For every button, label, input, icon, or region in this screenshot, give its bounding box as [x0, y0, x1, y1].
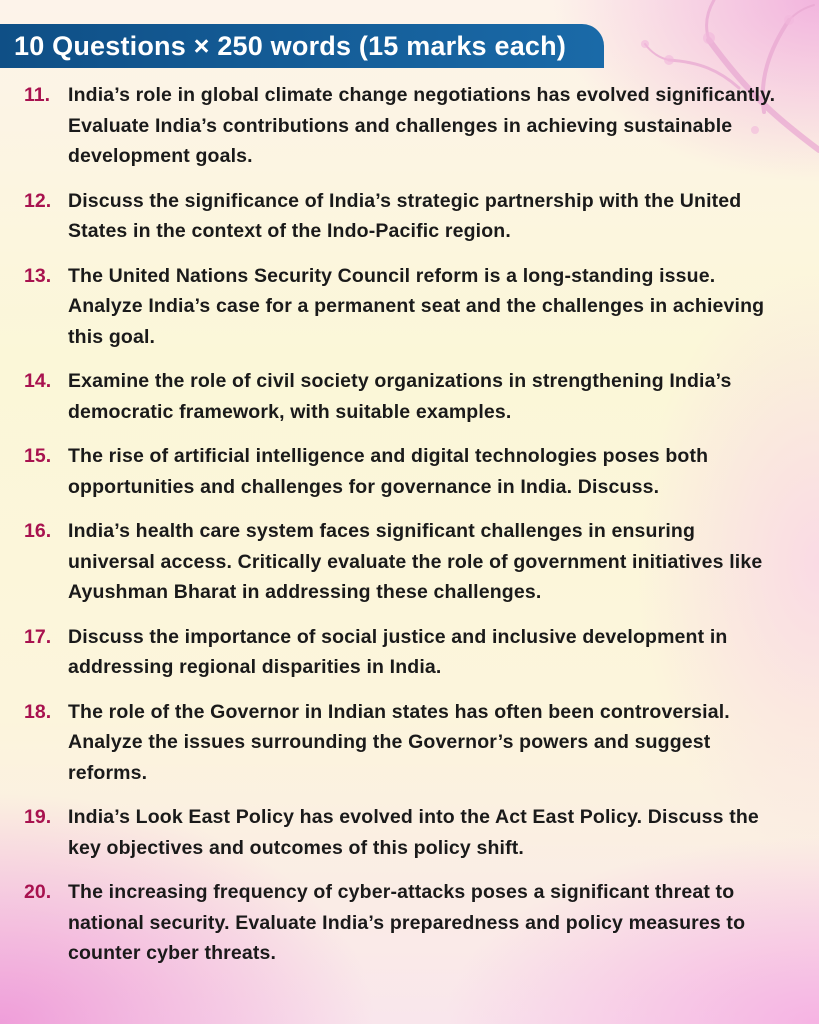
question-number: 11.: [24, 84, 51, 106]
question-number: 13.: [24, 264, 52, 287]
header-banner: [0, 24, 604, 68]
question-text: Examine the role of civil society organizations in strengthening India’s democratic framework, with suitable examples.: [68, 370, 732, 423]
question-number: 15.: [24, 445, 52, 467]
question-number: 17.: [24, 625, 52, 648]
question-text: The role of the Governor in Indian states has often been controversial. Analyze the issues surrounding the Governor’s powers and suggest reforms.: [68, 700, 730, 784]
question-text: The United Nations Security Council reform is a long-standing issue. Analyze India’s case for a permanent seat and the challenges in achieving this goal.: [68, 264, 765, 348]
question-text: India’s Look East Policy has evolved into the Act East Policy. Discuss the key objectives and outcomes of this policy shift.: [68, 806, 759, 859]
question-item-19: [0, 802, 819, 863]
question-item-12: [0, 186, 819, 247]
question-item-15: [0, 441, 819, 502]
question-text: The rise of artificial intelligence and digital technologies poses both opportunities and challenges for governance in India. Discuss.: [68, 445, 709, 498]
question-number: 20.: [24, 881, 52, 903]
question-number: 18.: [24, 700, 52, 723]
question-item-13: [0, 261, 819, 353]
question-list: [0, 80, 819, 983]
question-item-14: [0, 366, 819, 427]
question-item-20: [0, 877, 819, 969]
question-item-11: [0, 80, 819, 172]
question-number: 12.: [24, 189, 52, 212]
page-title: 10 Questions × 250 words (15 marks each): [14, 30, 567, 61]
question-number: 19.: [24, 806, 52, 828]
question-number: 14.: [24, 370, 52, 392]
question-text: India’s role in global climate change negotiations has evolved significantly. Evaluate India’s contributions and challenges in achieving sustainable development goals.: [68, 84, 776, 167]
question-item-18: [0, 697, 819, 789]
question-text: Discuss the importance of social justice and inclusive development in addressing regional disparities in India.: [68, 625, 728, 678]
question-item-17: [0, 622, 819, 683]
question-item-16: [0, 516, 819, 608]
question-text: Discuss the significance of India’s strategic partnership with the United States in the context of the Indo-Pacific region.: [68, 189, 742, 242]
question-text: The increasing frequency of cyber-attacks poses a significant threat to national security. Evaluate India’s preparedness and policy measures to counter cyber threats.: [68, 881, 746, 964]
question-number: 16.: [24, 520, 52, 542]
question-text: India’s health care system faces significant challenges in ensuring universal access. Critically evaluate the role of government initiatives like Ayushman Bharat in addressing these challenges.: [68, 520, 763, 603]
